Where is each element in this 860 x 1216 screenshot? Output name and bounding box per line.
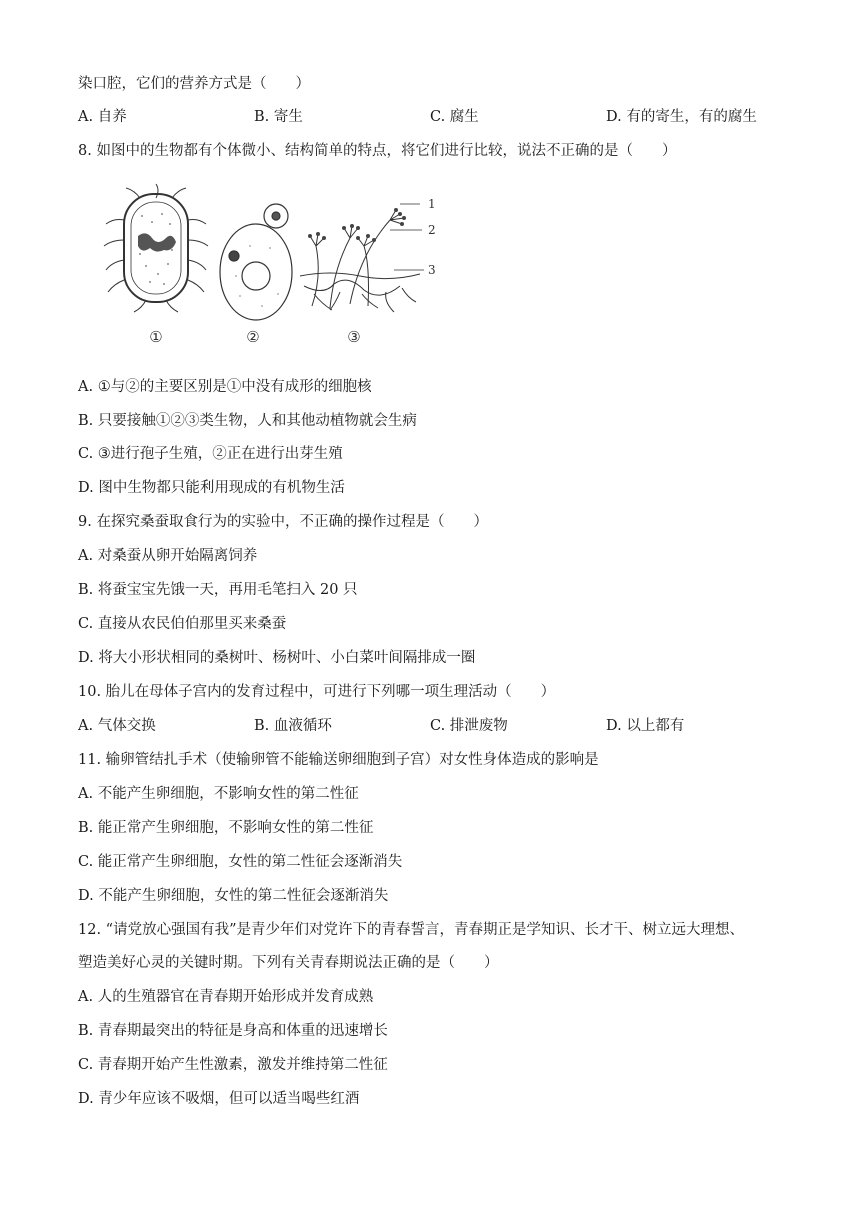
bacterium-illustration: [104, 184, 208, 312]
q9-stem: 9. 在探究桑蚕取食行为的实验中，不正确的操作过程是（ ）: [78, 514, 488, 530]
q11-option-b[interactable]: B. 能正常产生卵细胞，不影响女性的第二性征: [78, 820, 374, 836]
yeast-illustration: [220, 204, 292, 320]
q8-option-a[interactable]: A. ①与②的主要区别是①中没有成形的细胞核: [78, 379, 372, 395]
figure-caption-2: ②: [246, 328, 260, 346]
q12-stem-line2: 塑造美好心灵的关键时期。下列有关青春期说法正确的是（ ）: [78, 955, 499, 971]
microorganism-figure: [100, 176, 440, 348]
q7-option-b[interactable]: B. 寄生: [254, 109, 303, 125]
q9-option-a[interactable]: A. 对桑蚕从卵开始隔离饲养: [78, 548, 258, 564]
q8-option-d[interactable]: D. 图中生物都只能利用现成的有机物生活: [78, 480, 345, 496]
q12-option-d[interactable]: D. 青少年应该不吸烟，但可以适当喝些红酒: [78, 1091, 360, 1107]
q9-option-c[interactable]: C. 直接从农民伯伯那里买来桑蚕: [78, 616, 287, 632]
q9-option-b[interactable]: B. 将蚕宝宝先饿一天，再用毛笔扫入 20 只: [78, 582, 358, 598]
q11-option-a[interactable]: A. 不能产生卵细胞，不影响女性的第二性征: [78, 786, 359, 802]
q12-stem-line1: 12. “请党放心强国有我”是青少年们对党许下的青春誓言，青春期正是学知识、长才干、树立远大理想、: [78, 922, 744, 938]
q10-stem: 10. 胎儿在母体子宫内的发育过程中，可进行下列哪一项生理活动（ ）: [78, 684, 556, 700]
q9-option-d[interactable]: D. 将大小形状相同的桑树叶、杨树叶、小白菜叶间隔排成一圈: [78, 650, 476, 666]
figure-part-label-2: 2: [428, 223, 436, 237]
q11-option-c[interactable]: C. 能正常产生卵细胞，女性的第二性征会逐渐消失: [78, 854, 403, 870]
figure-part-label-3: 3: [428, 263, 436, 277]
q7-option-c[interactable]: C. 腐生: [430, 109, 479, 125]
mold-illustration: [300, 204, 424, 312]
q7-option-d[interactable]: D. 有的寄生，有的腐生: [606, 109, 757, 125]
q10-option-b[interactable]: B. 血液循环: [254, 718, 332, 734]
q10-option-c[interactable]: C. 排泄废物: [430, 718, 508, 734]
q12-option-c[interactable]: C. 青春期开始产生性激素，激发并维持第二性征: [78, 1057, 388, 1073]
q12-option-b[interactable]: B. 青春期最突出的特征是身高和体重的迅速增长: [78, 1023, 388, 1039]
q8-option-c[interactable]: C. ③进行孢子生殖，②正在进行出芽生殖: [78, 446, 343, 462]
figure-part-label-1: 1: [428, 197, 436, 211]
q11-stem: 11. 输卵管结扎手术（使输卵管不能输送卵细胞到子宫）对女性身体造成的影响是: [78, 752, 599, 768]
q7-stem-tail: 染口腔，它们的营养方式是（ ）: [78, 76, 310, 92]
q8-stem: 8. 如图中的生物都有个体微小、结构简单的特点，将它们进行比较，说法不正确的是（ ）: [78, 143, 677, 159]
q10-option-a[interactable]: A. 气体交换: [78, 718, 156, 734]
figure-caption-1: ①: [149, 328, 163, 346]
q12-option-a[interactable]: A. 人的生殖器官在青春期开始形成并发育成熟: [78, 989, 374, 1005]
q7-option-a[interactable]: A. 自养: [78, 109, 127, 125]
q11-option-d[interactable]: D. 不能产生卵细胞，女性的第二性征会逐渐消失: [78, 888, 389, 904]
q10-option-d[interactable]: D. 以上都有: [606, 718, 685, 734]
q8-option-b[interactable]: B. 只要接触①②③类生物，人和其他动植物就会生病: [78, 413, 417, 429]
figure-caption-3: ③: [347, 328, 361, 346]
